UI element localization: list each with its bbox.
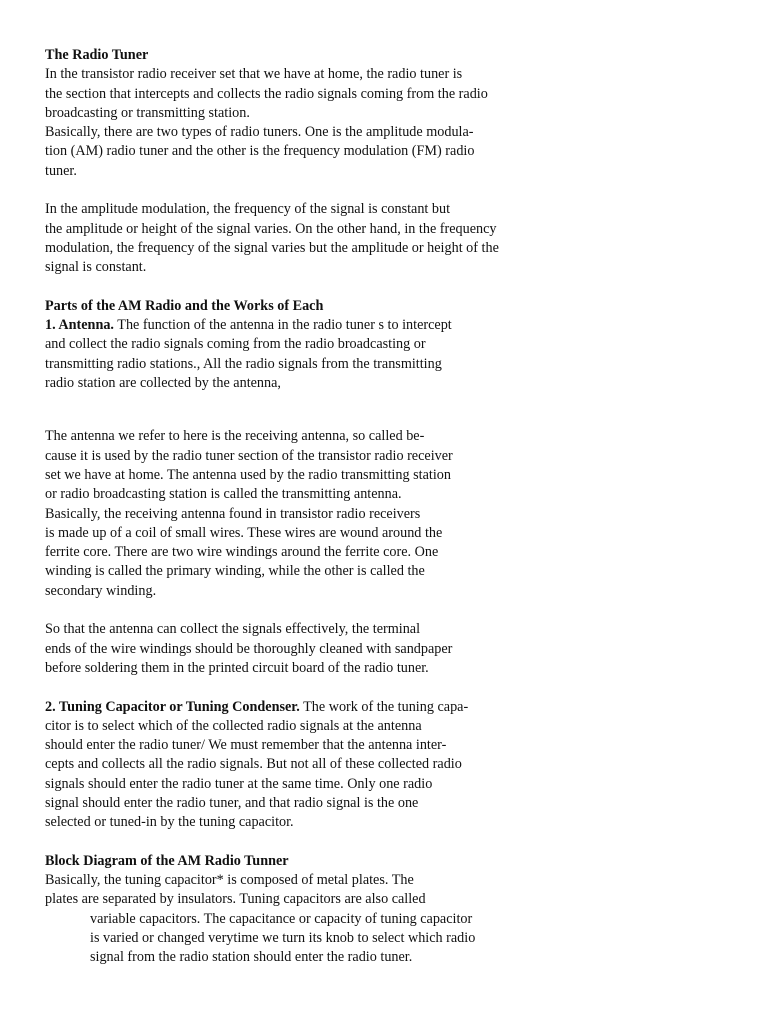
antenna-label: 1. Antenna. xyxy=(45,317,114,334)
text-line-indented: is varied or changed verytime we turn its knob to select which radio xyxy=(90,930,476,947)
text-line: or radio broadcasting station is called the transmitting antenna. xyxy=(45,486,402,503)
paragraph-receiving-antenna xyxy=(45,427,745,601)
text-line: In the transistor radio receiver set that we have at home, the radio tuner is xyxy=(45,66,463,83)
text-line: should enter the radio tuner/ We must remember that the antenna inter- xyxy=(45,737,447,754)
text-line: radio station are collected by the antenna, xyxy=(45,375,281,392)
text-line: tuner. xyxy=(45,162,77,179)
text-line: broadcasting or transmitting station. xyxy=(45,104,250,121)
text-line-indented: signal from the radio station should enter the radio tuner. xyxy=(90,949,413,966)
text-line: before soldering them in the printed circuit board of the radio tuner. xyxy=(45,659,429,676)
heading-radio-tuner: The Radio Tuner xyxy=(45,47,149,63)
text-line: cepts and collects all the radio signals. But not all of these collected radio xyxy=(45,756,462,773)
text-line: Basically, the tuning capacitor* is composed of metal plates. The xyxy=(45,872,414,889)
text-line: transmitting radio stations., All the radio signals from the transmitting xyxy=(45,355,442,372)
text-line: and collect the radio signals coming from the radio broadcasting or xyxy=(45,336,426,353)
text-line: Basically, there are two types of radio tuners. One is the amplitude modula- xyxy=(45,124,474,141)
paragraph-types xyxy=(45,123,745,181)
text-line: signal is constant. xyxy=(45,259,147,276)
text-line: selected or tuned-in by the tuning capacitor. xyxy=(45,814,294,831)
text-line: the section that intercepts and collects the radio signals coming from the radio xyxy=(45,85,488,102)
paragraph-modulation xyxy=(45,200,745,277)
text-line: is made up of a coil of small wires. These wires are wound around the xyxy=(45,524,443,541)
text-line: citor is to select which of the collected radio signals at the antenna xyxy=(45,717,422,734)
text-line: signals should enter the radio tuner at the same time. Only one radio xyxy=(45,775,433,792)
paragraph-antenna xyxy=(45,316,745,393)
text-line xyxy=(45,316,745,335)
text-line: cause it is used by the radio tuner section of the transistor radio receiver xyxy=(45,447,453,464)
document-page xyxy=(45,46,745,968)
antenna-first-line: The function of the antenna in the radio tuner s to intercept xyxy=(113,317,452,334)
text-line: secondary winding. xyxy=(45,582,157,599)
text-line: the amplitude or height of the signal varies. On the other hand, in the frequency xyxy=(45,220,497,237)
heading-block-diagram: Block Diagram of the AM Radio Tunner xyxy=(45,852,289,869)
text-line: modulation, the frequency of the signal varies but the amplitude or height of the xyxy=(45,239,499,256)
text-line: tion (AM) radio tuner and the other is the frequency modulation (FM) radio xyxy=(45,143,475,160)
text-line: The antenna we refer to here is the receiving antenna, so called be- xyxy=(45,428,425,445)
paragraph-intro xyxy=(45,65,745,123)
heading-parts: Parts of the AM Radio and the Works of Each xyxy=(45,297,324,314)
text-line-indented: variable capacitors. The capacitance or capacity of tuning capacitor xyxy=(90,910,473,927)
paragraph-cleaning xyxy=(45,620,745,678)
text-line: ends of the wire windings should be thoroughly cleaned with sandpaper xyxy=(45,640,453,657)
text-line xyxy=(45,698,745,717)
tuning-label: 2. Tuning Capacitor or Tuning Condenser. xyxy=(45,698,300,715)
text-line: signal should enter the radio tuner, and that radio signal is the one xyxy=(45,794,419,811)
text-line: plates are separated by insulators. Tuning capacitors are also called xyxy=(45,891,426,908)
text-line: Basically, the receiving antenna found in transistor radio receivers xyxy=(45,505,421,522)
tuning-first-line: The work of the tuning capa- xyxy=(299,698,469,715)
text-line: set we have at home. The antenna used by the radio transmitting station xyxy=(45,466,451,483)
text-line: ferrite core. There are two wire windings around the ferrite core. One xyxy=(45,544,439,561)
text-line: winding is called the primary winding, while the other is called the xyxy=(45,563,425,580)
text-line: So that the antenna can collect the signals effectively, the terminal xyxy=(45,621,421,638)
paragraph-capacitor-plates xyxy=(45,871,745,967)
paragraph-tuning-capacitor xyxy=(45,698,745,833)
text-line: In the amplitude modulation, the frequency of the signal is constant but xyxy=(45,201,451,218)
